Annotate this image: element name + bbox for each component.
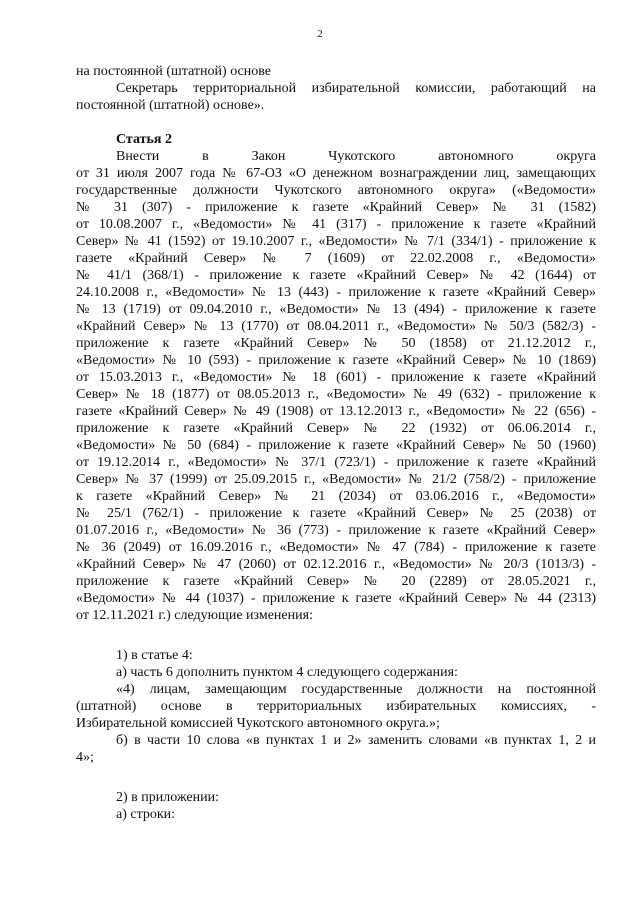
amendment-line: 4»; [76, 750, 94, 765]
article-body-line: Внести в Закон Чукотского автономного округа [116, 149, 596, 164]
amendment-line: Избирательной комиссией Чукотского автономного округа.»; [76, 716, 440, 731]
intro-line: постоянной (штатной) основе». [76, 98, 265, 113]
article-body-line: государственные должности Чукотского автономного округа» («Ведомости» [76, 183, 596, 198]
amendment-line: а) часть 6 дополнить пунктом 4 следующего содержания: [116, 665, 458, 680]
article-body-line: «Крайний Север» № 13 (1770) от 08.04.2011 г., «Ведомости» № 50/3 (582/3) - [76, 319, 596, 334]
article-body-line: от 15.03.2013 г., «Ведомости» № 18 (601) - приложение к газете «Крайний [76, 370, 596, 385]
article-body-line: приложение к газете «Крайний Север» № 22 (1932) от 06.06.2014 г., [76, 421, 596, 436]
amendment-line: (штатной) основе в территориальных избирательных комиссиях, - [76, 699, 596, 714]
article-body-line: «Крайний Север» № 47 (2060) от 02.12.2016 г., «Ведомости» № 20/3 (1013/3) - [76, 557, 596, 572]
intro-line: Секретарь территориальной избирательной комиссии, работающий на [116, 81, 596, 96]
article-body-line: 01.07.2016 г., «Ведомости» № 36 (773) - приложение к газете «Крайний Север» [76, 523, 596, 538]
article-body-line: Север» № 37 (1999) от 25.09.2015 г., «Ведомости» № 21/2 (758/2) - приложение [76, 472, 596, 487]
article-body-line: от 31 июля 2007 года № 67-ОЗ «О денежном вознаграждении лиц, замещающих [76, 166, 596, 181]
intro-line: на постоянной (штатной) основе [76, 64, 271, 79]
article-body-line: газете «Крайний Север» № 7 (1609) от 22.02.2008 г., «Ведомости» [76, 251, 596, 266]
amendment-line: 2) в приложении: [116, 790, 219, 805]
article-body-line: приложение к газете «Крайний Север» № 20 (2289) от 28.05.2021 г., [76, 574, 596, 589]
article-body-line: № 31 (307) - приложение к газете «Крайний Север» № 31 (1582) [76, 200, 596, 215]
article-body-line: от 19.12.2014 г., «Ведомости» № 37/1 (723/1) - приложение к газете «Крайний [76, 455, 596, 470]
article-body-line: Север» № 18 (1877) от 08.05.2013 г., «Ведомости» № 49 (632) - приложение к [76, 387, 596, 402]
article-heading: Статья 2 [116, 132, 172, 147]
article-body-line: № 25/1 (762/1) - приложение к газете «Крайний Север» № 25 (2038) от [76, 506, 596, 521]
article-body-line: «Ведомости» № 50 (684) - приложение к газете «Крайний Север» № 50 (1960) [76, 438, 596, 453]
article-body-line: от 10.08.2007 г., «Ведомости» № 41 (317) - приложение к газете «Крайний [76, 217, 596, 232]
amendment-line: «4) лицам, замещающим государственные должности на постоянной [116, 682, 596, 697]
article-body-line: 24.10.2008 г., «Ведомости» № 13 (443) - приложение к газете «Крайний Север» [76, 285, 596, 300]
article-body-line: Север» № 41 (1592) от 19.10.2007 г., «Ведомости» № 7/1 (334/1) - приложение к [76, 234, 596, 249]
amendment-line: 1) в статье 4: [116, 648, 193, 663]
amendment-line: б) в части 10 слова «в пунктах 1 и 2» заменить словами «в пунктах 1, 2 и [116, 733, 596, 748]
article-body-line: приложение к газете «Крайний Север» № 50 (1858) от 21.12.2012 г., [76, 336, 596, 351]
article-body-line: газете «Крайний Север» № 49 (1908) от 13.12.2013 г., «Ведомости» № 22 (656) - [76, 404, 596, 419]
page-number: 2 [317, 28, 323, 40]
article-body-line: № 13 (1719) от 09.04.2010 г., «Ведомости» № 13 (494) - приложение к газете [76, 302, 596, 317]
article-body-line: № 41/1 (368/1) - приложение к газете «Крайний Север» № 42 (1644) от [76, 268, 596, 283]
article-body-line: «Ведомости» № 44 (1037) - приложение к газете «Крайний Север» № 44 (2313) [76, 591, 596, 606]
article-body-line: от 12.11.2021 г.) следующие изменения: [76, 608, 313, 623]
article-body-line: «Ведомости» № 10 (593) - приложение к газете «Крайний Север» № 10 (1869) [76, 353, 596, 368]
article-body-line: № 36 (2049) от 16.09.2016 г., «Ведомости» № 47 (784) - приложение к газете [76, 540, 596, 555]
article-body-line: к газете «Крайний Север» № 21 (2034) от 03.06.2016 г., «Ведомости» [76, 489, 596, 504]
amendment-line: а) строки: [116, 807, 176, 822]
